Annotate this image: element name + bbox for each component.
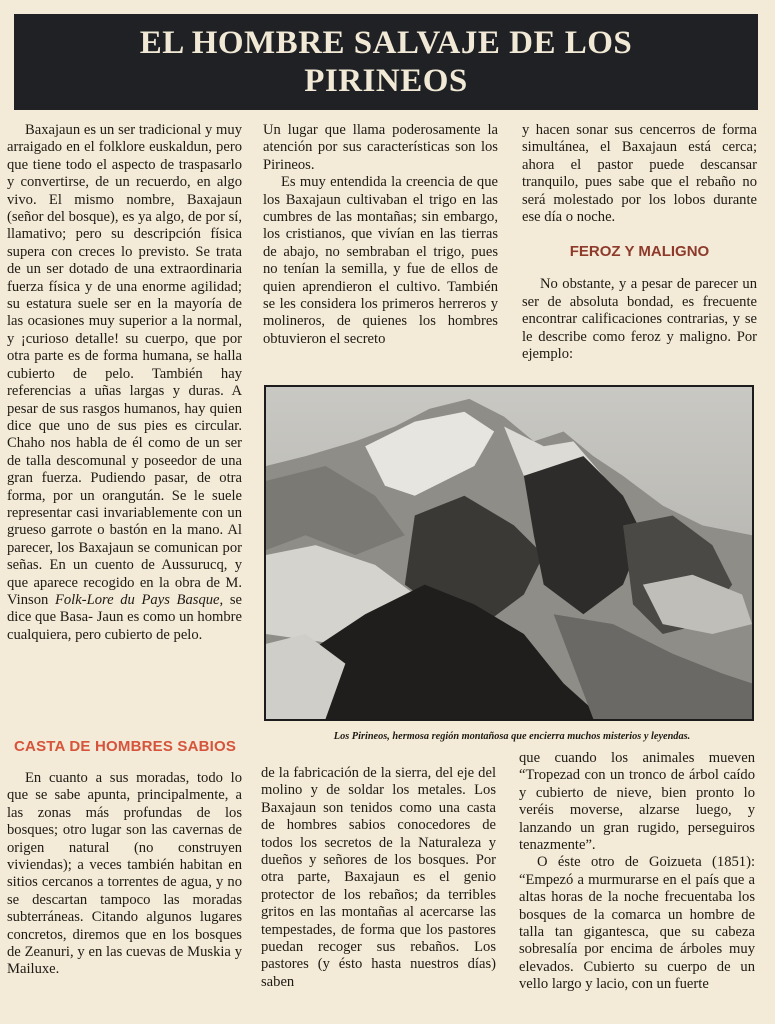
paragraph: Es muy entendida la creencia de que los Baxajaun cultivaban el trigo en las cumbres de las montañas; sin embargo, los cristianos, que vivían en las tierras de abajo, no sembraban el trigo, pues no tenían la semilla, y fue de ellos de quien aprendieron el cultivo. También se les considera los primeros herreros y molineros, de quienes los hombres obtuvieron el secreto: [263, 174, 498, 347]
paragraph: de la fabricación de la sierra, del eje del molino y de soldar los metales. Los Baxajaun son tenidos como una casta de hombres sabios conocedores de todos los secretos de la Naturaleza y dueños y señores de los bosques. Por otra parte, Baxajaun es el genio protector de los rebaños; da terribles gritos en las montañas al acercarse las tempestades, de forma que los pastores puedan recoger sus rebaños. Los pastores (y ésto hasta nuestros días) saben: [261, 765, 496, 990]
column-1-bottom: [7, 770, 242, 979]
column-2: [263, 122, 498, 348]
article-title: [14, 14, 758, 110]
title-line-1: EL HOMBRE SALVAJE DE LOS: [139, 25, 633, 61]
mountain-photo: [264, 385, 754, 721]
paragraph: No obstante, y a pesar de parecer un ser de absoluta bondad, es frecuente encontrar calificaciones contrarias, y se le describe como feroz y maligno. Por ejemplo:: [522, 276, 757, 363]
paragraph: Baxajaun es un ser tradicional y muy arraigado en el folklore euskaldun, pero que tiene todo el aspecto de traspasarlo y convertirse, de un recuerdo, en algo vivo. El mismo nombre, Baxajaun (señor del bosque), es ya algo, de por sí, llamativo; pero su descripción física supera con creces lo previsto. Se trata de un ser dotado de una extraordinaria fuerza física y de una enorme agilidad; su estatura suele ser en la mayoría de las ocasiones muy superior a la normal, y ¡curioso detalle! su cuerpo, que por otra parte es de forma humana, se halla cubierto de pelo. También hay referencias a uñas largas y duras. A pesar de sus rasgos humanos, hay quien dice que uno de sus pies es circular. Chaho nos habla de él como de un ser de talla descomunal y poseedor de una gran fuerza. Pudiendo pasar, de otra forma, por un orangután. Se le suele representar casi invariablemente con un grueso garrote o bastón en la mano. Al parecer, los Baxajaun se comunican por señas. En un cuento de Aussurucq, y que aparece recogido en la obra de M. Vinson Folk-Lore du Pays Basque, se dice que Basa- Jaun es como un hombre cualquiera, pero cubierto de pelo.: [7, 122, 242, 643]
subheading-feroz: FEROZ Y MALIGNO: [569, 243, 710, 260]
book-title: Folk-Lore du Pays Basque,: [54, 591, 224, 608]
title-line-2: PIRINEOS: [304, 63, 468, 99]
paragraph: y hacen sonar sus cencerros de forma simultánea, el Baxajaun está cerca; ahora el pastor puede descansar tranquilo, pues sabe que el rebaño no será molestado por los lobos durante ese día o noche.: [522, 122, 757, 226]
paragraph: En cuanto a sus moradas, todo lo que se sabe apunta, principalmente, a las zonas más profundas de los bosques; otro lugar son las cavernas de origen natural (no construyen viviendas); a veces también habitan en sitios cercanos a torrentes de agua, y no se descartan tampoco las moradas subterráneas. Citando algunos lugares concretos, diremos que en los bosques de Zeanuri, y en las cuevas de Muskia y Mailuxe.: [7, 770, 242, 978]
paragraph: Un lugar que llama poderosamente la atención por sus características son los Pirineos.: [263, 122, 498, 173]
column-1: [7, 122, 242, 644]
paragraph: que cuando los animales mueven “Tropezad con un tronco de árbol caído y cubierto de nieve, bien pronto lo veréis moverse, alzarse luego, y lanzando un gran rugido, perseguiros tenazmente”.: [519, 750, 755, 854]
mountain-photo-graphic: [266, 387, 752, 719]
photo-caption: Los Pirineos, hermosa región montañosa que encierra muchos misterios y leyendas.: [333, 731, 691, 742]
subheading-casta: CASTA DE HOMBRES SABIOS: [14, 738, 237, 755]
paragraph: O éste otro de Goizueta (1851): “Empezó a murmurarse en el país que a altas horas de la noche frecuentaba los bosques de la comarca un hombre de talla tan gigantesca, que su cabeza sobresalía por encima de árboles muy elevados. Cubierto su cuerpo de un vello largo y lacio, con un fuerte: [519, 854, 755, 993]
column-2-bottom: [261, 765, 496, 991]
column-3-bottom: [519, 750, 755, 994]
